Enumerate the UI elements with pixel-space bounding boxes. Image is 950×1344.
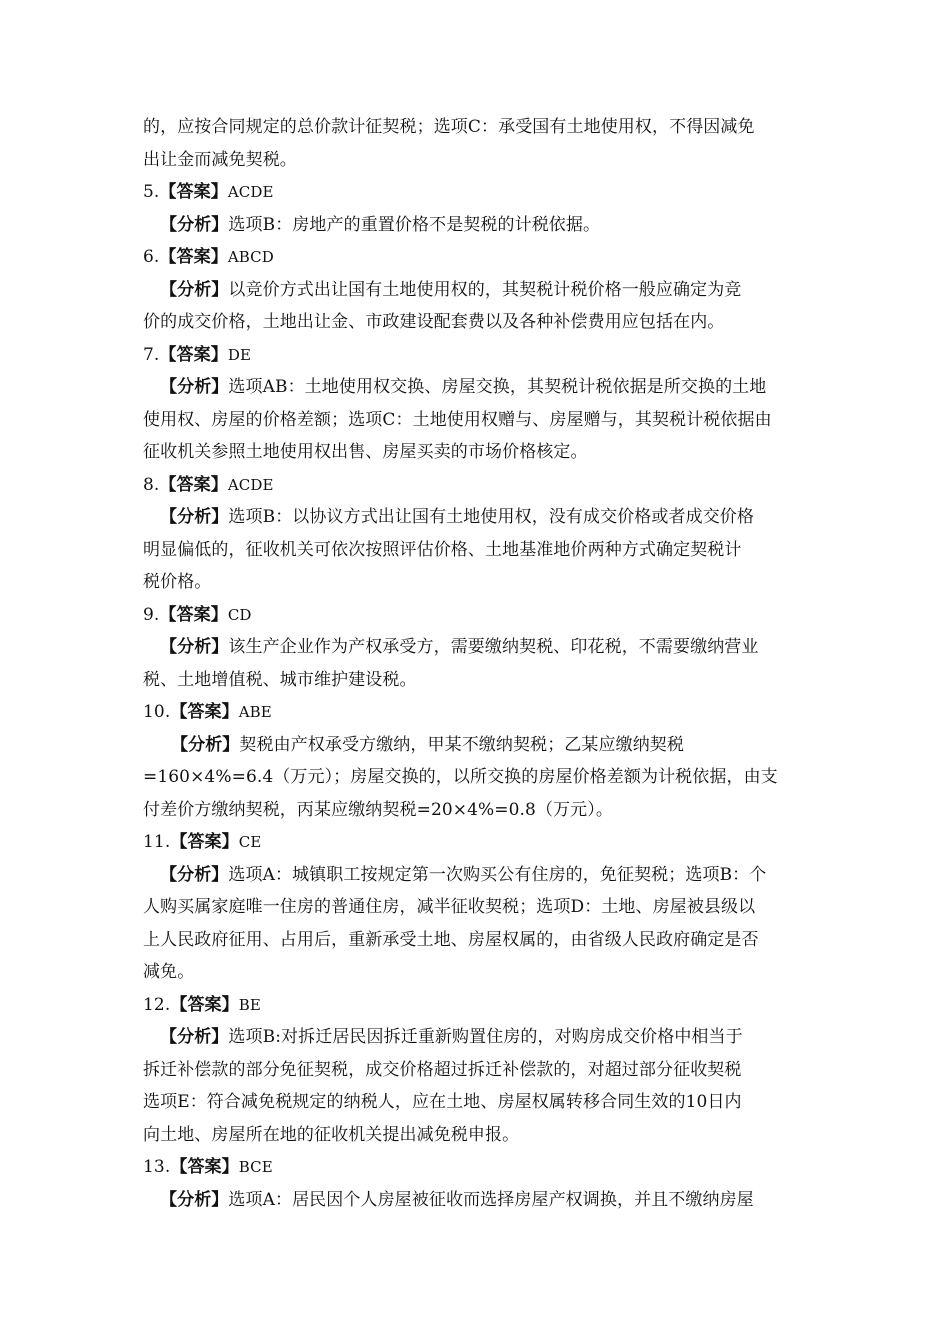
question-number: 7. <box>143 344 160 365</box>
answer-value: CD <box>227 605 252 624</box>
answer-line <box>143 469 807 502</box>
analysis-tag: 【分析】 <box>160 637 229 657</box>
answer-value: ABCD <box>227 248 274 266</box>
question-number: 5. <box>143 182 160 202</box>
analysis-text: 选项A：居民因个人房屋被征收而选择房屋产权调换，并且不缴纳房屋 <box>228 1189 754 1210</box>
body-text-line: 选项E：符合减免税规定的纳税人，应在土地、房屋权属转移合同生效的10日内 <box>143 1092 742 1112</box>
answer-value: CE <box>238 833 262 851</box>
answer-line <box>143 241 807 274</box>
analysis-text: 选项A：城镇职工按规定第一次购买公有住房的，免征契税；选项B：个 <box>228 864 767 885</box>
analysis-tag: 【分析】 <box>160 377 229 397</box>
body-text-line: 的，应按合同规定的总价款计征契税；选项C：承受国有土地使用权，不得因减免 <box>143 117 755 137</box>
question-number: 9. <box>143 604 160 625</box>
body-text-line: 付差价方缴纳契税，丙某应缴纳契税=20×4%=0.8（万元）。 <box>143 799 613 820</box>
analysis-tag: 【分析】 <box>160 1027 229 1047</box>
body-text-line: 拆迁补偿款的部分免征契税，成交价格超过拆迁补偿款的，对超过部分征收契税 <box>143 1059 742 1080</box>
question-number: 8. <box>143 474 160 495</box>
analysis-tag: 【分析】 <box>160 214 229 235</box>
analysis-line <box>143 274 807 307</box>
analysis-tag: 【分析】 <box>171 734 240 755</box>
body-text-line: =160×4%=6.4（万元）；房屋交换的，以所交换的房屋价格差额为计税依据，由支 <box>143 767 778 787</box>
analysis-line <box>143 1021 807 1054</box>
analysis-line <box>143 859 807 892</box>
question-number: 11. <box>143 832 171 852</box>
analysis-text: 以竞价方式出让国有土地使用权的，其契税计税价格一般应确定为竞 <box>228 279 742 300</box>
answer-tag: 【答案】 <box>170 994 239 1015</box>
analysis-line <box>143 631 807 664</box>
answer-line <box>143 599 807 632</box>
analysis-tag: 【分析】 <box>160 279 229 300</box>
body-text-line: 人购买属家庭唯一住房的普通住房，减半征收契税；选项D：土地、房屋被县级以 <box>143 897 756 917</box>
answer-line <box>143 989 807 1022</box>
answer-tag: 【答案】 <box>159 182 228 202</box>
analysis-tag: 【分析】 <box>160 864 229 885</box>
question-number: 13. <box>143 1157 171 1177</box>
answer-value: DE <box>227 345 252 364</box>
analysis-text: 选项B：以协议方式出让国有土地使用权，没有成交价格或者成交价格 <box>228 507 754 527</box>
analysis-line <box>143 371 807 404</box>
analysis-text: 选项B:对拆迁居民因拆迁重新购置住房的，对购房成交价格中相当于 <box>228 1027 743 1047</box>
document-body <box>143 111 807 1216</box>
answer-value: ACDE <box>227 475 274 494</box>
body-text-line: 税、土地增值税、城市维护建设税。 <box>143 669 417 690</box>
answer-tag: 【答案】 <box>159 344 228 365</box>
answer-value: BCE <box>238 1158 273 1176</box>
body-text-line: 减免。 <box>143 962 195 982</box>
analysis-text: 选项B：房地产的重置价格不是契税的计税依据。 <box>228 214 601 235</box>
answer-value: BE <box>238 995 261 1014</box>
question-number: 10. <box>143 702 171 722</box>
analysis-line <box>143 1184 807 1217</box>
answer-tag: 【答案】 <box>170 1157 239 1177</box>
analysis-text: 选项AB：土地使用权交换、房屋交换，其契税计税依据是所交换的土地 <box>228 377 767 397</box>
analysis-text: 契税由产权承受方缴纳，甲某不缴纳契税；乙某应缴纳契税 <box>239 734 685 755</box>
answer-line <box>143 339 807 372</box>
body-text-line: 税价格。 <box>143 572 212 592</box>
answer-tag: 【答案】 <box>159 604 228 625</box>
answer-tag: 【答案】 <box>170 832 239 852</box>
body-text-line: 上人民政府征用、占用后，重新承受土地、房屋权属的，由省级人民政府确定是否 <box>143 929 759 950</box>
body-text-line: 向土地、房屋所在地的征收机关提出减免税申报。 <box>143 1124 520 1145</box>
analysis-tag: 【分析】 <box>160 507 229 527</box>
analysis-text: 该生产企业作为产权承受方，需要缴纳契税、印花税，不需要缴纳营业 <box>228 637 759 657</box>
answer-tag: 【答案】 <box>159 247 228 267</box>
question-number: 6. <box>143 247 160 267</box>
body-text-line: 征收机关参照土地使用权出售、房屋买卖的市场价格核定。 <box>143 442 588 462</box>
analysis-line <box>143 501 807 534</box>
analysis-line <box>143 729 807 762</box>
answer-line <box>143 826 807 859</box>
answer-line <box>143 696 807 729</box>
body-text-line: 出让金而减免契税。 <box>143 149 297 170</box>
body-text-line: 价的成交价格，土地出让金、市政建设配套费以及各种补偿费用应包括在内。 <box>143 312 725 332</box>
body-text-line: 使用权、房屋的价格差额；选项C：土地使用权赠与、房屋赠与，其契税计税依据由 <box>143 409 772 430</box>
analysis-line <box>143 209 807 242</box>
body-text-line: 明显偏低的，征收机关可依次按照评估价格、土地基准地价两种方式确定契税计 <box>143 539 742 560</box>
question-number: 12. <box>143 994 171 1015</box>
answer-value: ACDE <box>227 183 274 201</box>
answer-line <box>143 176 807 209</box>
answer-line <box>143 1151 807 1184</box>
answer-value: ABE <box>238 703 272 721</box>
answer-tag: 【答案】 <box>170 702 239 722</box>
analysis-tag: 【分析】 <box>160 1189 229 1210</box>
answer-tag: 【答案】 <box>159 474 228 495</box>
